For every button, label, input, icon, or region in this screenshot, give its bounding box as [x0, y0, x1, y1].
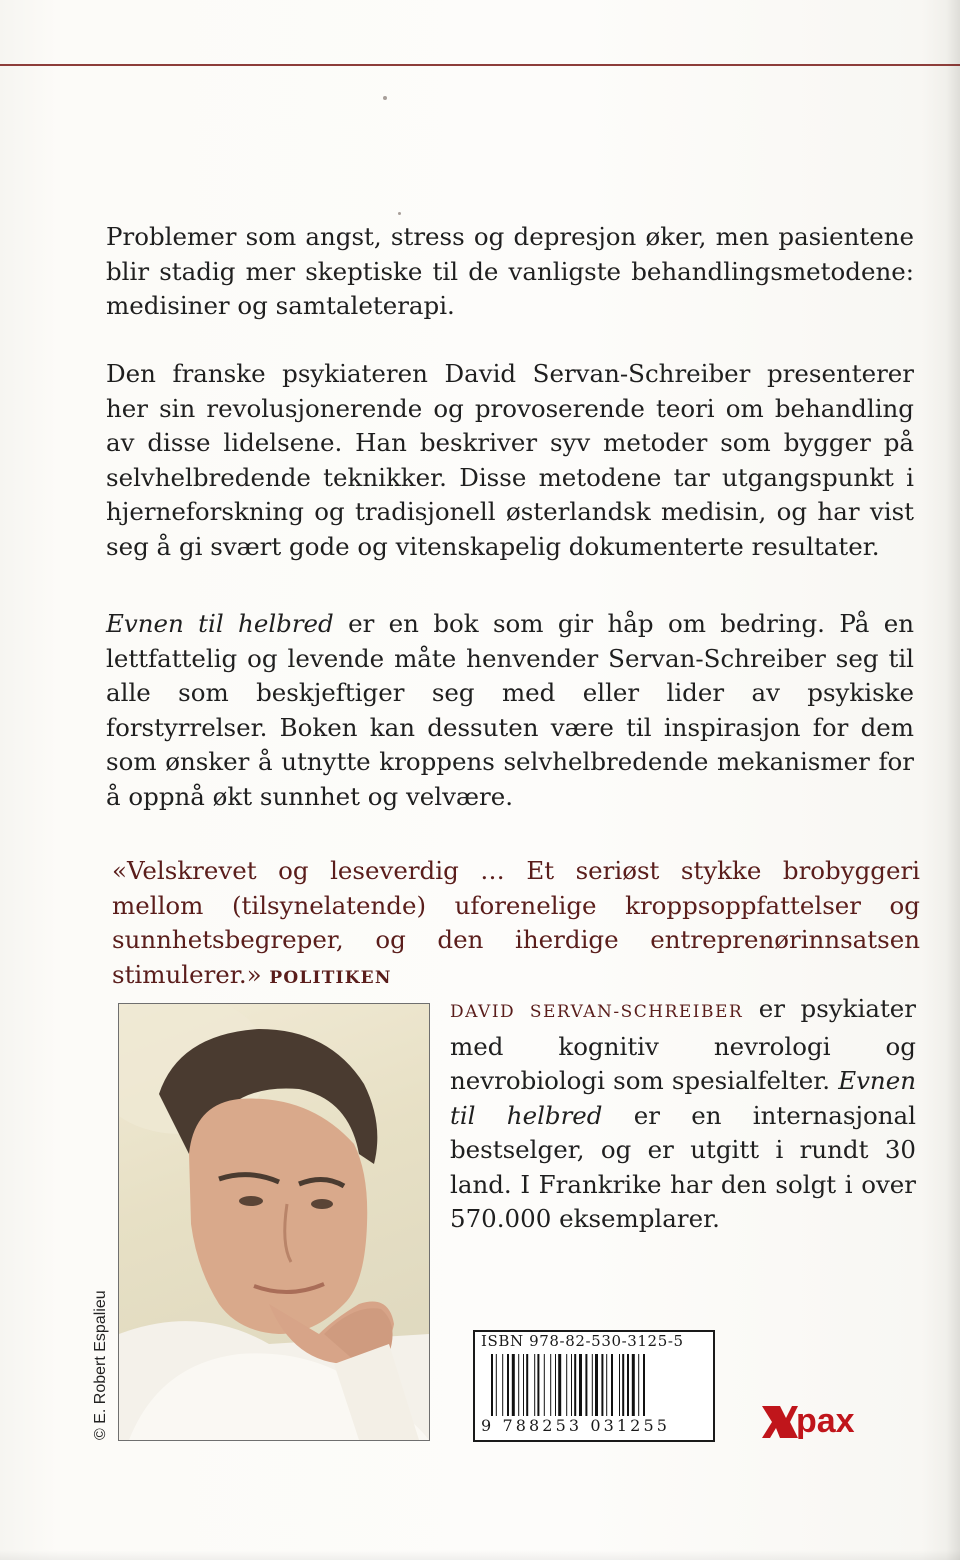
barcode-bar — [606, 1354, 607, 1422]
barcode-bar — [611, 1354, 613, 1422]
isbn-barcode — [473, 1330, 715, 1442]
barcode-bar — [534, 1354, 535, 1422]
barcode-bar — [566, 1354, 567, 1422]
barcode-bar — [502, 1354, 503, 1422]
barcode-bar — [544, 1354, 545, 1422]
dust-speck — [383, 96, 387, 100]
barcode-bar — [558, 1354, 561, 1422]
bio-text-1: er psykiater med kognitiv nevrologi og nevrobiologi som spesialfelter. — [450, 994, 916, 1095]
top-rule-divider — [0, 64, 960, 66]
barcode-bar — [526, 1354, 528, 1422]
bio-book-title: Evnen til helbred — [450, 1066, 916, 1130]
description-paragraph-1: Problemer som angst, stress og depresjon øker, men pasientene blir stadig mer skeptiske til de vanligste behandlingsmetodene: medisiner og samtaleterapi. — [106, 222, 914, 320]
barcode-bar — [622, 1354, 624, 1422]
description-paragraph-2: Den franske psykiateren David Servan-Schreiber presenterer her sin revolusjonerende og provoserende teori om behandling av disse lidelsene. Han beskriver syv metoder som bygger på selvhelbredende teknikker. Disse metodene tar utgangspunkt i hjerneforskning og tradisjonell østerlandsk medisin, og har vist seg å gi svært gode og vitenskapelig dokumenterte resultater. — [106, 359, 914, 561]
quote-source: POLITIKEN — [269, 967, 392, 988]
barcode-bar — [632, 1354, 635, 1422]
review-quote — [112, 854, 920, 995]
barcode-bar — [496, 1354, 497, 1422]
description-paragraph-3 — [106, 607, 914, 814]
photo-credit: © E. Robert Espalieu — [92, 1290, 109, 1440]
isbn-label: ISBN 978-82-530-3125-5 — [481, 1332, 684, 1350]
author-portrait-illustration — [119, 1004, 429, 1440]
barcode-bar — [601, 1354, 603, 1422]
barcode-bar — [550, 1354, 551, 1422]
barcode-bar — [537, 1354, 539, 1422]
barcode-bar — [579, 1354, 582, 1422]
dust-speck — [398, 212, 401, 215]
barcode-bar — [574, 1354, 576, 1422]
bio-text-2: er en internasjonal bestselger, og er utgitt i rundt 30 land. I Frankrike har den solgt i over 570.000 eksemplarer. — [450, 1100, 916, 1233]
cover-bottom-edge — [0, 1550, 960, 1560]
barcode-bar — [619, 1354, 620, 1422]
barcode-bar — [523, 1354, 524, 1422]
barcode-bar — [643, 1354, 645, 1422]
author-name: DAVID SERVAN-SCHREIBER — [450, 1002, 744, 1022]
barcode-bar — [595, 1354, 598, 1422]
barcode-digits: 9 788253 031255 — [481, 1416, 671, 1435]
pax-publisher-logo — [760, 1398, 890, 1442]
barcode-bar — [585, 1354, 587, 1422]
barcode-bar — [512, 1354, 515, 1422]
barcode-bar — [518, 1354, 519, 1422]
author-bio — [450, 992, 916, 1237]
barcode-bar — [638, 1354, 639, 1422]
publisher-name: pax — [796, 1402, 855, 1440]
barcode-bar — [555, 1354, 556, 1422]
barcode-bar — [592, 1354, 593, 1422]
author-photo — [118, 1003, 430, 1441]
barcode-bar — [507, 1354, 509, 1422]
barcode-bar — [491, 1354, 493, 1422]
paragraph-3-text: er en bok som gir håp om bedring. På en lettfattelig og levende måte henvender Servan-Schreiber seg til alle som beskjeftiger seg med eller lider av psykiske forstyrrelser. Boken kan dessuten være til inspirasjon for dem som ønsker å utnytte kroppens selvhelbredende mekanismer for å oppnå økt sunnhet og velvære. — [106, 609, 914, 811]
barcode-bar — [627, 1354, 629, 1422]
quote-text: «Velskrevet og leseverdig … Et seriøst stykke brobyggeri mellom (tilsynelatende) uforenelige kroppsoppfattelser og sunnhetsbegreper, og den iherdige entreprenørinnsatsen stimulerer.» — [112, 856, 920, 989]
barcode-bar — [571, 1354, 572, 1422]
book-title-italic: Evnen til helbred — [106, 609, 334, 638]
barcode-bars — [475, 1354, 711, 1424]
cover-edge-shadow — [946, 0, 960, 1560]
